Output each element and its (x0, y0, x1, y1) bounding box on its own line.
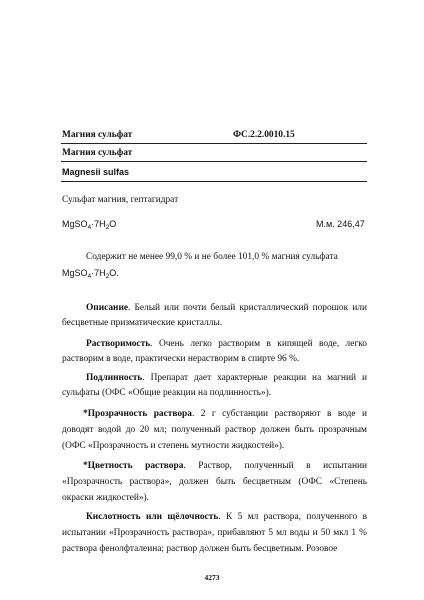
monograph-code: ФС.2.2.0010.15 (233, 130, 295, 140)
acidity-label: Кислотность или щёлочность (86, 512, 219, 522)
monograph-latin-name: Magnesii sulfas (62, 167, 130, 177)
page-number: 4273 (204, 573, 220, 582)
header-rule-1 (61, 143, 367, 144)
solubility-paragraph: Растворимость. Очень легко растворим в кипящей воде, легко растворим в воде, практически нерастворим в спирте 96 %. (62, 339, 367, 364)
solubility-label: Растворимость (86, 339, 151, 349)
description-paragraph: Описание. Белый или почти белый кристаллический порошок или бесцветные призматические кристаллы. (62, 303, 367, 328)
identity-paragraph: Подлинность. Препарат дает характерные реакции на магний и сульфаты (ОФС «Общие реакции на подлинность»). (62, 373, 367, 398)
monograph-name: Магния сульфат (62, 130, 133, 140)
header-rule-3 (61, 181, 367, 182)
transparency-label: *Прозрачность раствора (83, 409, 192, 419)
molecular-mass: М.м. 246,47 (316, 219, 365, 229)
header-rule-2 (61, 161, 367, 162)
content-paragraph: Содержит не менее 99,0 % и не более 101,0 % магния сульфата $MgSO_4\cdot 7H_2O$. (62, 252, 338, 280)
monograph-name-2: Магния сульфат (62, 148, 133, 158)
molecular-formula: $MgSO_4\cdot 7H_2O$ (62, 219, 117, 231)
transparency-paragraph: *Прозрачность раствора. 2 г субстанции растворяют в воде и доводят водой до 20 мл; полученный раствор должен быть прозрачным (ОФС «Прозрачность и степень мутности жидкостей»). (62, 409, 368, 451)
identity-label: Подлинность (86, 373, 143, 383)
acidity-paragraph: Кислотность или щёлочность. К 5 мл раствора, полученного в испытании «Прозрачность раствора», прибавляют 5 мл воды и 50 мкл 1 % раствора фенолфталеина; раствор должен быть бесцветным. Розовое (62, 512, 367, 554)
substance-subtitle: Сульфат магния, гептагидрат (62, 195, 179, 205)
color-label: *Цветность раствора (83, 461, 184, 471)
color-paragraph: *Цветность раствора. Раствор, полученный в испытании «Прозрачность раствора», должен быть бесцветным (ОФС «Степень окраски жидкостей»). (62, 461, 367, 503)
description-label: Описание (86, 303, 129, 313)
